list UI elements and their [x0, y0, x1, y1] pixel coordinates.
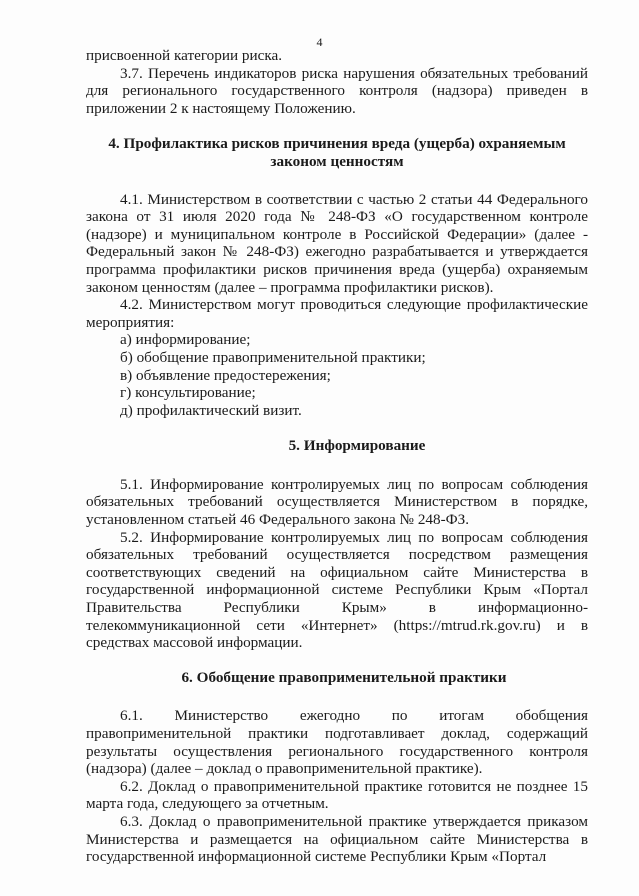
paragraph-6-1: 6.1. Министерство ежегодно по итогам обобщения правоприменительной практики подготавливает доклад, содержащий результаты осуществления регионального государственного контроля (надзора) (далее – доклад о правоприменительной практике).: [86, 707, 588, 778]
section-4-heading: 4. Профилактика рисков причинения вреда (ущерба) охраняемым законом ценностям: [108, 135, 566, 170]
document-body: [86, 47, 588, 866]
section-5-heading: 5. Информирование: [288, 437, 426, 455]
list-item: д) профилактический визит.: [120, 401, 302, 419]
list-item: б) обобщение правоприменительной практики;: [120, 348, 426, 366]
paragraph-4-2: 4.2. Министерством могут проводиться следующие профилактические мероприятия:: [86, 296, 588, 331]
paragraph-5-2: 5.2. Информирование контролируемых лиц по вопросам соблюдения обязательных требований осуществляется посредством размещения соответствующих сведений на официальном сайте Министерства в государственной информационной системе Республики Крым «Портал Правительства Республики Крым» в информационно-телекоммуникационной сети «Интернет» (https://mtrud.rk.gov.ru) и в средствах массовой информации.: [86, 528, 588, 652]
list-item: а) информирование;: [120, 331, 251, 349]
list-item: г) консультирование;: [120, 384, 256, 402]
paragraph-6-3: 6.3. Доклад о правоприменительной практике утверждается приказом Министерства и размещается на официальном сайте Министерства в государственной информационной системе Республики Крым «Портал: [86, 812, 588, 866]
paragraph-4-1: 4.1. Министерством в соответствии с частью 2 статьи 44 Федерального закона от 31 июля 2020 года № 248-ФЗ «О государственном контроле (надзоре) и муниципальном контроле в Российской Федерации» (далее - Федеральный закон № 248-ФЗ) ежегодно разрабатывается и утверждается программа профилактики рисков причинения вреда (ущерба) охраняемым законом ценностям (далее – программа профилактики рисков).: [86, 190, 588, 296]
paragraph-5-1: 5.1. Информирование контролируемых лиц по вопросам соблюдения обязательных требований осуществляется Министерством в порядке, установленном статьей 46 Федерального закона № 248-ФЗ.: [86, 475, 588, 529]
page-number: 4: [316, 35, 323, 49]
section-6-heading: 6. Обобщение правоприменительной практики: [181, 668, 507, 686]
paragraph-3-6-tail: присвоенной категории риска.: [86, 47, 283, 64]
paragraph-6-2: 6.2. Доклад о правоприменительной практике готовится не позднее 15 марта года, следующего за отчетным.: [86, 777, 588, 813]
paragraph-3-7: 3.7. Перечень индикаторов риска нарушения обязательных требований для регионального государственного контроля (надзора) приведен в приложении 2 к настоящему Положению.: [86, 64, 588, 117]
list-item: в) объявление предостережения;: [120, 366, 331, 384]
